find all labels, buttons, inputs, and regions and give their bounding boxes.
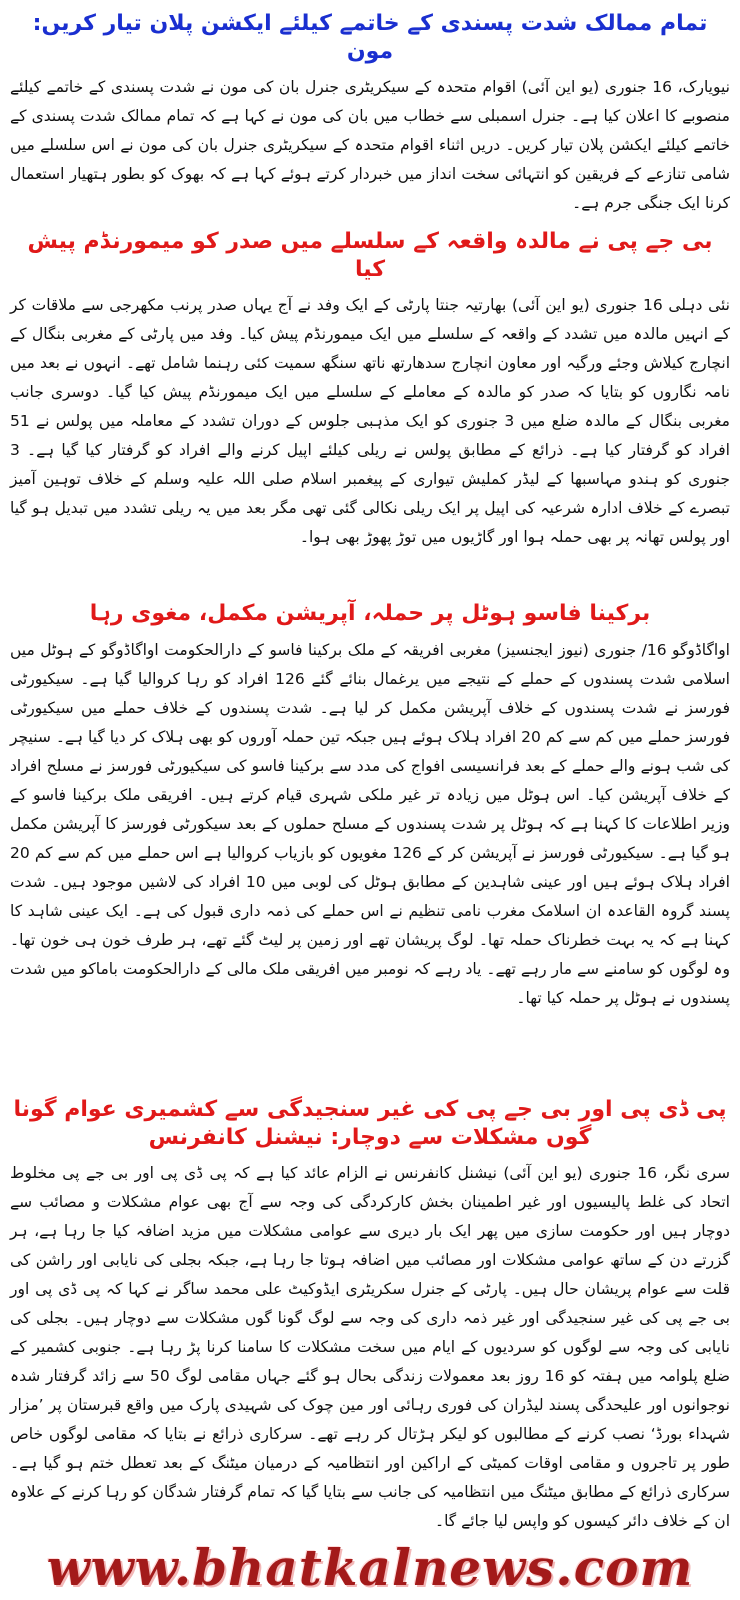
article-headline: پی ڈی پی اور بی جے پی کی غیر سنجیدگی سے کشمیری عوام گونا گوں مشکلات سے دوچار: نیشنل کانفرنس	[13, 1097, 727, 1150]
article-bjp-malda	[10, 228, 730, 596]
article-headline: برکینا فاسو ہوٹل پر حملہ، آپریشن مکمل، مغوی رہا	[89, 601, 651, 626]
site-watermark: www.bhatkalnews.com	[46, 1538, 694, 1597]
article-ban-ki-moon	[10, 10, 730, 224]
article-headline: بی جے پی نے مالدہ واقعہ کے سلسلے میں صدر کو میمورنڈم پیش کیا	[27, 229, 713, 282]
article-body: اواگاڈوگو 16/ جنوری (نیوز ایجنسیز) مغربی افریقہ کے ملک برکینا فاسو کے دارالحکومت اواگاڈوگو کے ہوٹل میں اسلامی شدت پسندوں کے حملے کے نتیجے میں یرغمال بنائے گئے 126 افراد کو رہا کروالیا گیا ہے۔ سیکیورٹی فورسز نے شدت پسندوں کے خلاف آپریشن مکمل کر لیا ہے۔ شدت پسندوں کے خلاف حملے میں سیکیورٹی فورسز حملے میں کم سے کم 20 افراد ہلاک ہوئے ہیں جبکہ تین حملہ آوروں کو بھی ہلاک کر دیا گیا ہے۔ سنیچر کی شب ہونے والے حملے کے بعد فرانسیسی افواج کی مدد سے برکینا فاسو کی سیکیورٹی فورسز نے مسلح افراد کے خلاف آپریشن کیا۔ اس ہوٹل میں زیادہ تر غیر ملکی شہری قیام کرتے ہیں۔ افریقی ملک برکینا فاسو کے وزیر اطلاعات کا کہنا ہے کہ ہوٹل پر شدت پسندوں کے مسلح حملوں کے بعد سیکورٹی فورسز کا آپریشن مکمل ہو گیا ہے۔ سیکیورٹی فورسز نے آپریشن کر کے 126 مغویوں کو بازیاب کروالیا ہے اس حملے میں کم سے کم 20 افراد ہلاک ہوئے ہیں اور عینی شاہدین کے مطابق ہوٹل کی لوبی میں 10 افراد کی لاشیں موجود ہیں۔ شدت پسند گروہ القاعدہ ان اسلامک مغرب نامی تنظیم نے اس حملے کی ذمہ داری قبول کی ہے۔ ایک عینی شاہد کا کہنا ہے کہ یہ بہت خطرناک حملہ تھا۔ لوگ پریشان تھے اور زمین پر لیٹ گئے تھے، ہر طرف خون ہی خون تھا۔ وہ لوگوں کو سامنے سے مار رہے تھے۔ یاد رہے کہ نومبر میں افریقی ملک مالی کے دارالحکومت باماکو میں شدت پسندوں نے ہوٹل پر حملہ کیا تھا۔	[10, 640, 730, 1007]
article-body: نیویارک، 16 جنوری (یو این آئی) اقوام متحدہ کے سیکریٹری جنرل بان کی مون نے شدت پسندی کے خاتمے کیلئے منصوبے کا اعلان کیا ہے۔ جنرل اسمبلی سے خطاب میں بان کی مون نے کہا ہے کہ تمام ممالک شدت پسندی کے خاتمے کیلئے ایکشن پلان تیار کریں۔ دریں اثناء اقوام متحدہ کے سیکریٹری جنرل بان کی مون نے اس سلسلے میں شامی تنازعے کے فریقین کو انتہائی سخت انداز میں خبردار کرتے ہوئے کہا ہے کہ بھوک کو بطور ہتھیار استعمال کرنا ایک جنگی جرم ہے۔	[10, 78, 730, 212]
article-body: سری نگر، 16 جنوری (یو این آئی) نیشنل کانفرنس نے الزام عائد کیا ہے کہ پی ڈی پی اور بی جے پی مخلوط اتحاد کی غلط پالیسیوں اور غیر اطمینان بخش کارکردگی کی وجہ سے آج بھی عوام مشکلات و مصائب سے دوچار ہیں اور حکومت سازی میں پھر ایک بار دیری سے عوامی مشکلات میں مزید اضافہ کیا جا رہا ہے، ہر گزرتے دن کے ساتھ عوامی مشکلات اور مصائب میں اضافہ ہوتا جا رہا ہے، جبکہ بجلی کی نایابی اور راشن کی قلت سے عوام پریشان حال ہیں۔ پارٹی کے جنرل سکریٹری ایڈوکیٹ علی محمد ساگر نے کہا کہ پی ڈی پی اور بی جے پی کی غیر سنجیدگی اور غیر ذمہ داری کی وجہ سے لوگ گونا گوں مشکلات سے دوچار ہیں۔ بجلی کی نایابی کی وجہ سے لوگوں کو سردیوں کے ایام میں سخت مشکلات کا سامنا کرنا پڑ رہا ہے۔ جنوبی کشمیر کے ضلع پلوامہ میں ہفتہ کو 16 روز بعد معمولات زندگی بحال ہو گئے جہاں مقامی لوگ 50 سے زائد گرفتار شدہ نوجوانوں اور علیحدگی پسند لیڈران کی فوری رہائی اور مین چوک کی شہیدی پارک میں واقع قبرستان پر ’مزار شہداء بورڈ‘ نصب کرنے کے مطالبوں کو لیکر ہڑتال کر رہے تھے۔ سرکاری ذرائع نے بتایا کہ مقامی لوگوں خاص طور پر تاجروں و مقامی اوقات کمیٹی کے اراکین اور انتظامیہ کے درمیان میٹنگ کے بعد تعطل ختم ہو گیا ہے۔ سرکاری ذرائع کے مطابق میٹنگ میں انتظامیہ کی جانب سے بتایا گیا کہ تمام گرفتار شدگان کو رہا کرنے کے علاوہ ان کے خلاف دائر کیسوں کو واپس لیا جائے گا۔	[10, 1164, 731, 1530]
article-headline: تمام ممالک شدت پسندی کے خاتمے کیلئے ایکشن پلان تیار کریں: مون	[32, 11, 708, 64]
article-national-conference	[10, 1096, 731, 1530]
article-burkina-faso	[10, 600, 730, 1092]
article-body: نئی دہلی 16 جنوری (یو این آئی) بھارتیہ جنتا پارٹی کے ایک وفد نے آج یہاں صدر پرنب مکھرجی سے ملاقات کر کے انہیں مالدہ میں تشدد کے واقعہ کے سلسلے میں ایک میمورنڈم پیش کیا۔ وفد میں پارٹی کے مغربی بنگال کے انچارج کیلاش وجئے ورگیہ اور معاون انچارج سدھارتھ ناتھ سنگھ سمیت کئی رہنما شامل تھے۔ انہوں نے بعد میں نامہ نگاروں کو بتایا کہ صدر کو مالدہ کے معاملے کے سلسلے میں ایک میمورنڈم پیش کیا گیا۔ دوسری جانب مغربی بنگال کے مالدہ ضلع میں 3 جنوری کو ایک مذہبی جلوس کے دوران تشدد کے معاملہ میں پولس نے 51 افراد کو گرفتار کیا ہے۔ ذرائع کے مطابق پولس نے ریلی کیلئے اپیل کرنے والے افراد کو گرفتار کیا گیا ہے۔ 3 جنوری کو ہندو مہاسبھا کے لیڈر کملیش تیواری کے پیغمبر اسلام صلی اللہ علیہ وسلم کے خلاف توہین آمیز تبصرے کے خلاف ادارہ شرعیہ کی اپیل پر ایک ریلی نکالی گئی تھی مگر بعد میں یہ ریلی تشدد میں تبدیل ہو گیا اور پولس تھانہ پر بھی حملہ ہوا اور گاڑیوں میں توڑ پھوڑ بھی ہوا۔	[10, 296, 730, 546]
